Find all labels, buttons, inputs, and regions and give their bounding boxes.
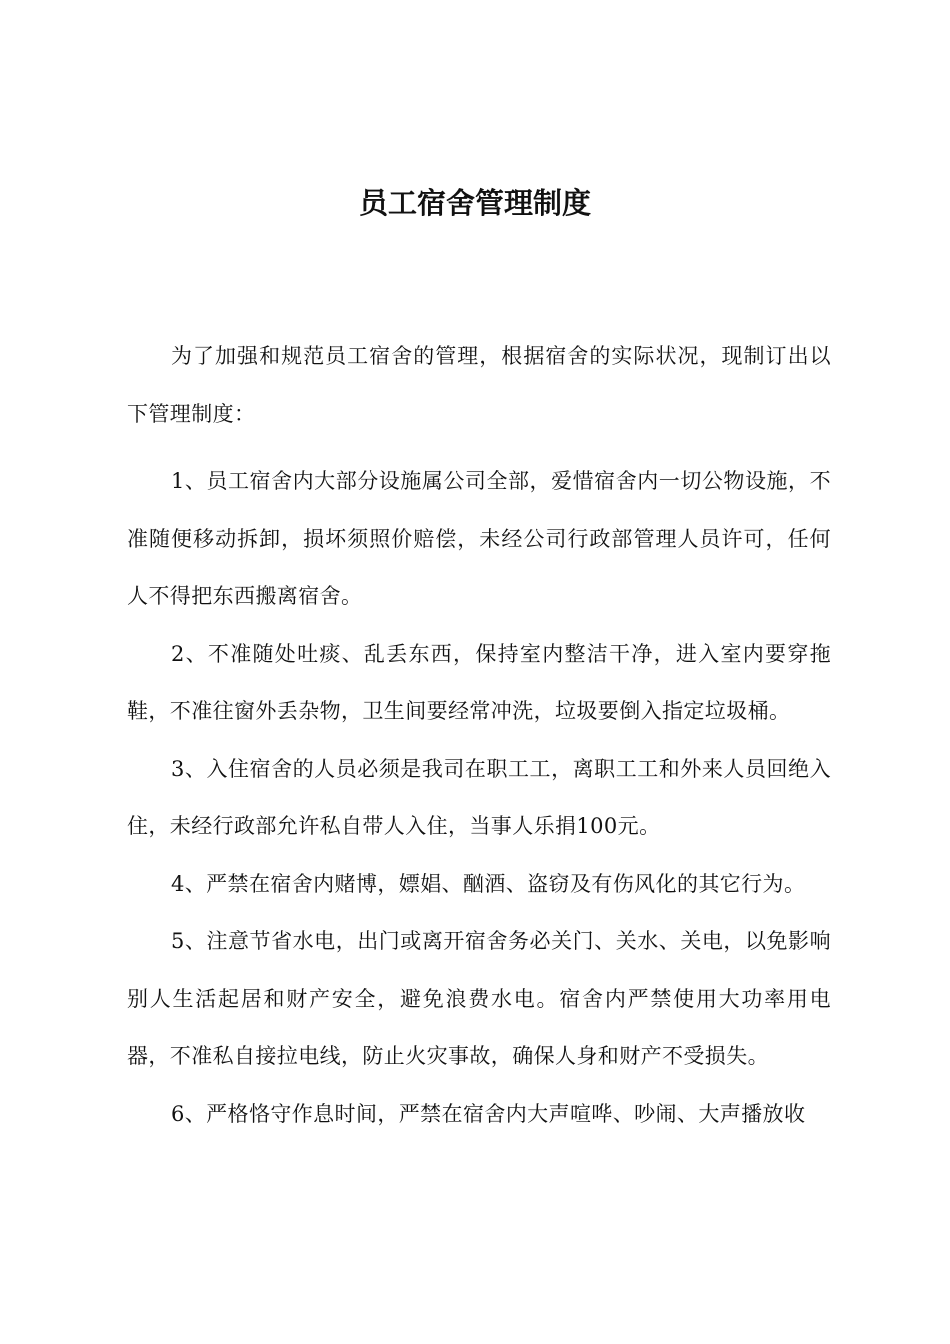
rule-paragraph-6: 6、严格恪守作息时间，严禁在宿舍内大声喧哗、吵闹、大声播放收 [171,1101,806,1126]
rule-paragraph-3: 3、入住宿舍的人员必须是我司在职工工，离职工工和外来人员回绝入住，未经行政部允许私自带人入住，当事人乐捐100元。 [127,756,831,838]
rule-paragraph-4: 4、严禁在宿舍内赌博，嫖娼、酗酒、盗窃及有伤风化的其它行为。 [171,871,806,896]
rule-paragraph-2: 2、不准随处吐痰、乱丢东西，保持室内整洁干净，进入室内要穿拖鞋，不准往窗外丢杂物，卫生间要经常冲洗，垃圾要倒入指定垃圾桶。 [127,641,831,723]
rule-paragraph-1: 1、员工宿舍内大部分设施属公司全部，爱惜宿舍内一切公物设施，不准随便移动拆卸，损坏须照价赔偿，未经公司行政部管理人员许可，任何人不得把东西搬离宿舍。 [127,469,831,608]
rule-paragraph-5: 5、注意节省水电，出门或离开宿舍务必关门、关水、关电，以免影响别人生活起居和财产安全，避免浪费水电。宿舍内严禁使用大功率用电器，不准私自接拉电线，防止火灾事故，确保人身和财产不受损失。 [127,929,831,1068]
document-body [127,328,831,1143]
intro-paragraph: 为了加强和规范员工宿舍的管理，根据宿舍的实际状况，现制订出以下管理制度： [127,344,831,426]
document-title: 员工宿舍管理制度 [358,186,591,220]
